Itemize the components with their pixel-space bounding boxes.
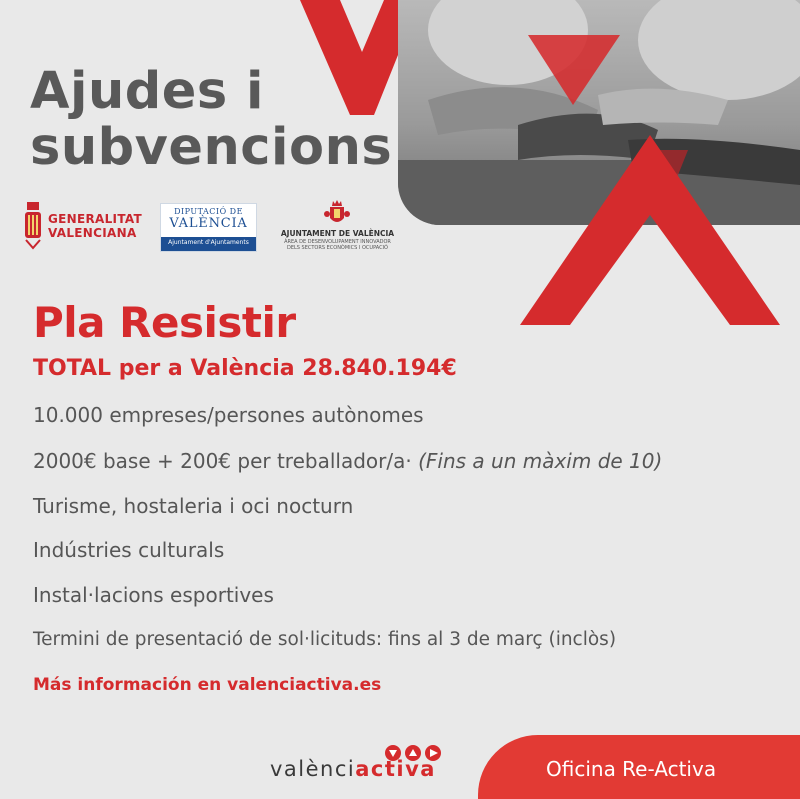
page-title: [30, 64, 392, 176]
total-amount: TOTAL per a València 28.840.194€: [33, 356, 457, 381]
sector-tourism: Turisme, hostaleria i oci nocturn: [33, 494, 354, 518]
generalitat-line-1: GENERALITAT: [48, 212, 143, 226]
title-line-2: subvencions: [30, 118, 393, 177]
plan-headline: Pla Resistir: [33, 298, 296, 347]
office-label: Oficina Re-Activa: [546, 757, 717, 781]
ajuntament-logo: [280, 200, 395, 256]
companies-text: 10.000 empreses/persones autònomes: [33, 403, 424, 427]
amount-value: 2000€ base + 200€ per treballador/a·: [33, 449, 412, 473]
diputacio-line-3: Ajuntament d'Ajuntaments: [168, 239, 249, 246]
generalitat-line-2: VALENCIANA: [48, 226, 137, 240]
more-info-link[interactable]: Más información en valenciactiva.es: [33, 675, 382, 695]
diputacio-logo: [160, 203, 257, 252]
ajuntament-name: AJUNTAMENT DE VALÈNCIA: [280, 229, 395, 238]
generalitat-emblem-icon: [24, 202, 44, 250]
amount-note: (Fins a un màxim de 10): [418, 449, 663, 473]
title-line-1: Ajudes i: [30, 62, 264, 121]
sector-sports: Instal·lacions esportives: [33, 583, 274, 607]
generalitat-logo: [24, 202, 154, 254]
red-chevron-shape: [520, 135, 780, 325]
diputacio-line-2: VALÈNCIA: [169, 216, 248, 231]
city-crest-icon: [324, 200, 350, 227]
deadline-text: Termini de presentació de sol·licituds: fins al 3 de març (inclòs): [33, 629, 617, 650]
valencia-activa-logo: [270, 757, 436, 781]
brand-suffix: activa: [355, 757, 436, 781]
amount-text: [33, 449, 662, 473]
diputacio-line-1: DIPUTACIÓ DE: [174, 207, 243, 216]
ajuntament-sub-1: ÀREA DE DESENVOLUPAMENT INNOVADOR: [284, 239, 391, 245]
sector-culture: Indústries culturals: [33, 538, 225, 562]
brand-prefix: valènci: [270, 757, 356, 781]
ajuntament-sub-2: DELS SECTORS ECONÒMICS I OCUPACIÓ: [287, 245, 388, 251]
